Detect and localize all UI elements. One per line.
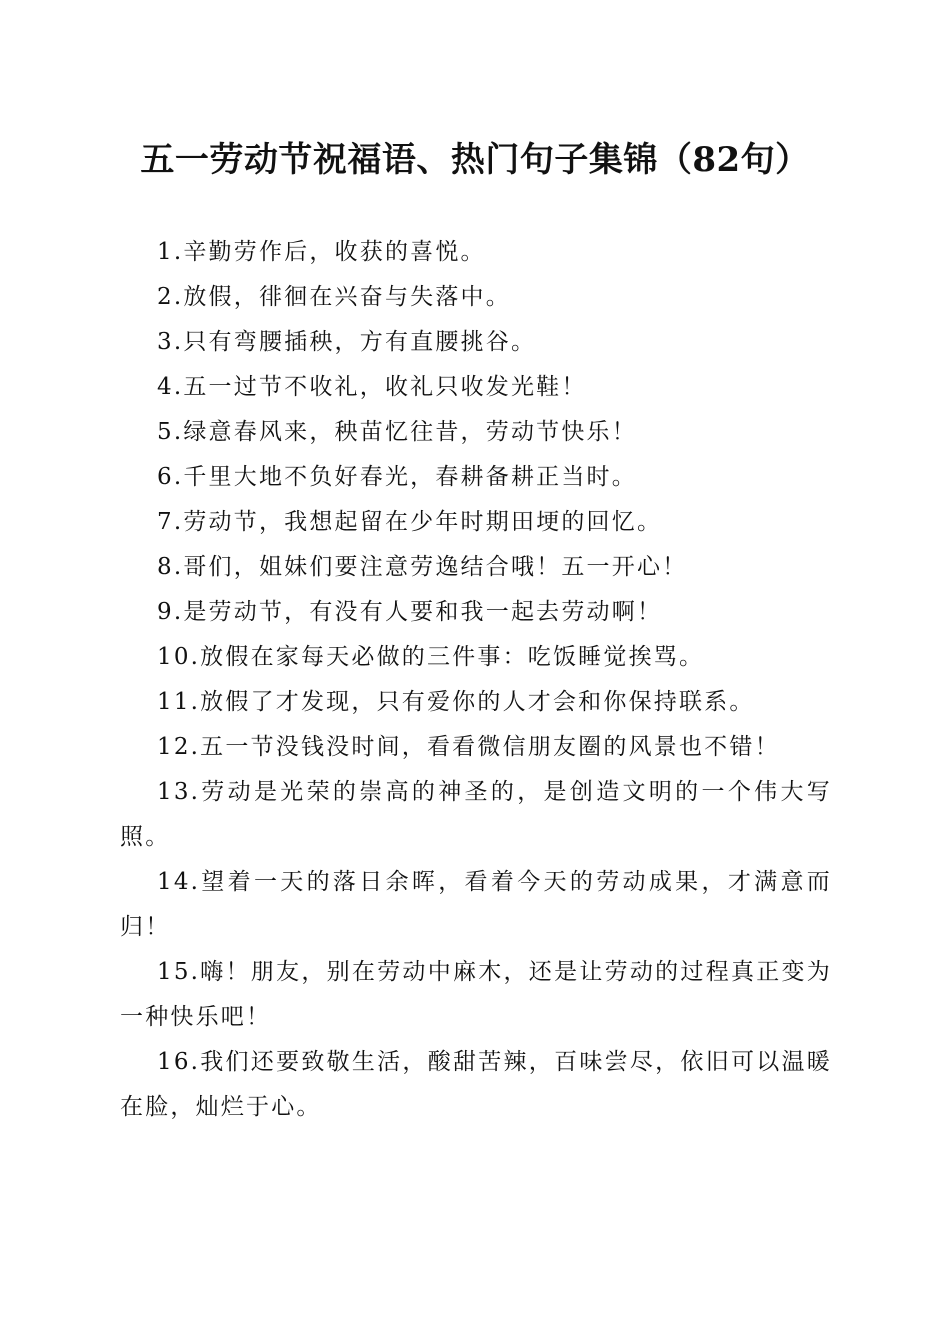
list-item: 5.绿意春风来，秧苗忆往昔，劳动节快乐！ xyxy=(157,419,637,445)
list-item: 12.五一节没钱没时间，看看微信朋友圈的风景也不错！ xyxy=(157,734,780,760)
list-item: 3.只有弯腰插秧，方有直腰挑谷。 xyxy=(157,329,537,355)
list-item: 15.嗨！朋友，别在劳动中麻木，还是让劳动的过程真正变为一种快乐吧！ xyxy=(120,959,832,1030)
document-title: 五一劳动节祝福语、热门句子集锦（82句） xyxy=(140,140,810,180)
list-item: 14.望着一天的落日余晖，看着今天的劳动成果，才满意而归！ xyxy=(120,869,832,940)
list-item: 1.辛勤劳作后，收获的喜悦。 xyxy=(157,239,486,265)
list-item: 7.劳动节，我想起留在少年时期田埂的回忆。 xyxy=(157,509,663,535)
list-item: 10.放假在家每天必做的三件事：吃饭睡觉挨骂。 xyxy=(157,644,705,670)
list-item: 13.劳动是光荣的崇高的神圣的，是创造文明的一个伟大写照。 xyxy=(120,779,832,850)
list-item: 11.放假了才发现，只有爱你的人才会和你保持联系。 xyxy=(157,689,755,715)
list-item: 4.五一过节不收礼，收礼只收发光鞋！ xyxy=(157,374,587,400)
list-item: 2.放假，徘徊在兴奋与失落中。 xyxy=(157,284,511,310)
list-item: 6.千里大地不负好春光，春耕备耕正当时。 xyxy=(157,464,637,490)
sentence-list xyxy=(120,230,832,1130)
list-item: 8.哥们，姐妹们要注意劳逸结合哦！五一开心！ xyxy=(157,554,688,580)
list-item: 9.是劳动节，有没有人要和我一起去劳动啊！ xyxy=(157,599,663,625)
list-item: 16.我们还要致敬生活，酸甜苦辣，百味尝尽，依旧可以温暖在脸，灿烂于心。 xyxy=(120,1049,832,1120)
